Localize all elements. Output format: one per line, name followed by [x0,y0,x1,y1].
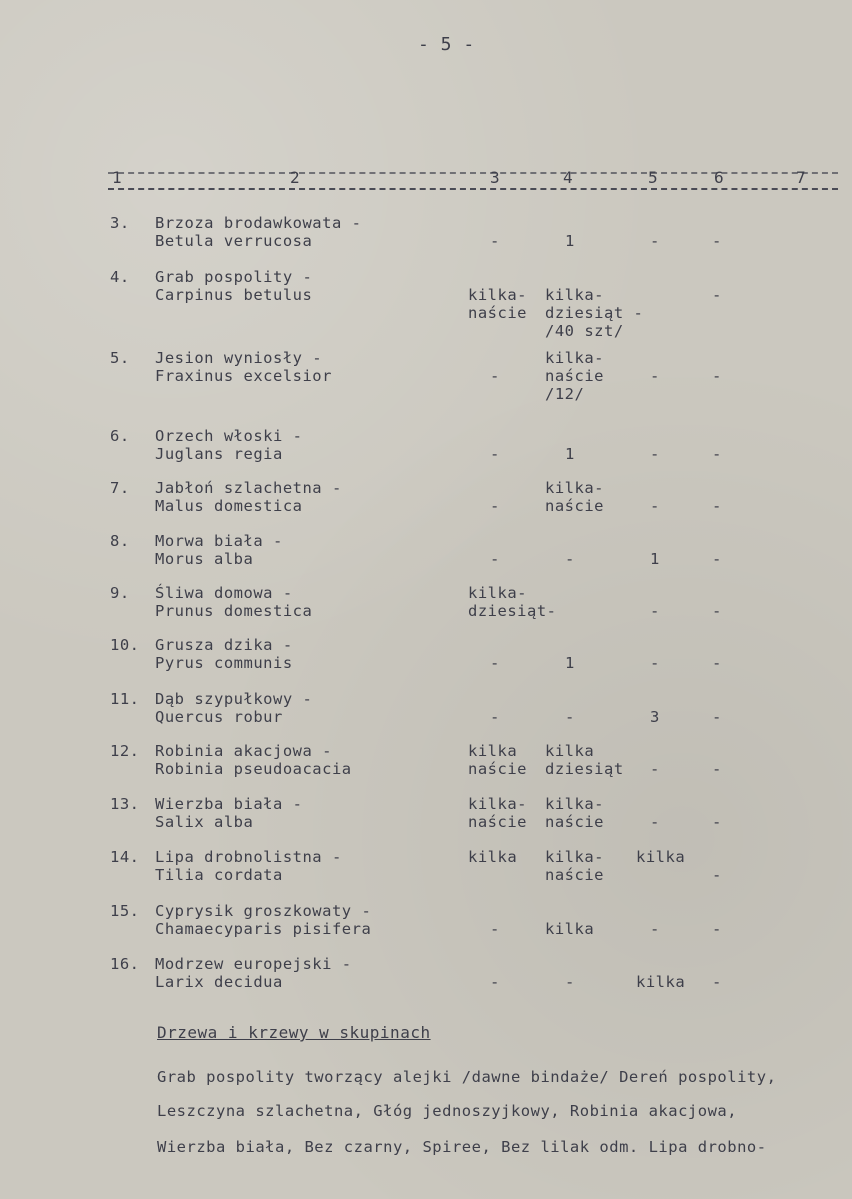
header-rule-top [108,172,838,174]
cell-value-c3: - [490,550,500,568]
species-polish-name: Lipa drobnolistna - [155,848,342,866]
species-polish-name: Jabłoń szlachetna - [155,479,342,497]
species-latin-name: Pyrus communis [155,654,293,672]
species-latin-name: Fraxinus excelsior [155,367,332,385]
cell-value-c3: naście [468,304,527,322]
paragraph-line: Leszczyna szlachetna, Głóg jednoszyjkowy, Robinia akacjowa, [157,1102,738,1120]
cell-value-c4: naście [545,497,604,515]
cell-value-c4: /12/ [545,385,585,403]
cell-value-c6: - [712,445,722,463]
cell-value-c5: - [650,813,660,831]
species-latin-name: Morus alba [155,550,254,568]
row-number: 12. [110,742,140,760]
paragraph-line: Wierzba biała, Bez czarny, Spiree, Bez lilak odm. Lipa drobno- [157,1138,767,1156]
cell-value-c6: - [712,813,722,831]
species-latin-name: Quercus robur [155,708,283,726]
header-col-6: 6 [714,168,724,187]
species-latin-name: Carpinus betulus [155,286,313,304]
row-number: 8. [110,532,130,550]
species-latin-name: Larix decidua [155,973,283,991]
cell-value-c4: kilka [545,920,595,938]
cell-value-c3: - [490,973,500,991]
cell-value-c6: - [712,866,722,884]
cell-value-c4: /40 szt/ [545,322,624,340]
cell-value-c3: naście [468,813,527,831]
cell-value-c5: - [650,367,660,385]
cell-value-c3: dziesiąt- [468,602,557,620]
species-latin-name: Betula verrucosa [155,232,313,250]
cell-value-c4: 1 [565,232,575,250]
species-polish-name: Cyprysik groszkowaty - [155,902,372,920]
header-col-2: 2 [290,168,300,187]
species-latin-name: Salix alba [155,813,254,831]
species-latin-name: Prunus domestica [155,602,313,620]
species-polish-name: Jesion wyniosły - [155,349,323,367]
row-number: 5. [110,349,130,367]
species-latin-name: Juglans regia [155,445,283,463]
species-polish-name: Wierzba biała - [155,795,303,813]
species-polish-name: Śliwa domowa - [155,584,293,602]
row-number: 15. [110,902,140,920]
cell-value-c6: - [712,708,722,726]
cell-value-c4: - [565,973,575,991]
cell-value-c6: - [712,602,722,620]
cell-value-c6: - [712,497,722,515]
cell-value-c6: - [712,760,722,778]
species-polish-name: Grusza dzika - [155,636,293,654]
cell-value-c4: kilka- [545,349,604,367]
cell-value-c4: kilka- [545,479,604,497]
cell-value-c4: dziesiąt - [545,304,644,322]
cell-value-c4: naście [545,367,604,385]
page-number: - 5 - [418,34,475,55]
cell-value-c5: kilka [636,973,686,991]
cell-value-c3: kilka [468,848,518,866]
cell-value-c3: kilka- [468,795,527,813]
cell-value-c3: kilka [468,742,518,760]
cell-value-c3: kilka- [468,286,527,304]
row-number: 16. [110,955,140,973]
cell-value-c4: kilka- [545,795,604,813]
species-latin-name: Chamaecyparis pisifera [155,920,372,938]
header-rule-bottom [108,188,838,190]
cell-value-c4: 1 [565,445,575,463]
species-polish-name: Grab pospolity - [155,268,313,286]
species-latin-name: Robinia pseudoacacia [155,760,352,778]
species-latin-name: Tilia cordata [155,866,283,884]
cell-value-c6: - [712,550,722,568]
cell-value-c3: - [490,367,500,385]
cell-value-c4: 1 [565,654,575,672]
species-polish-name: Dąb szypułkowy - [155,690,313,708]
species-polish-name: Robinia akacjowa - [155,742,332,760]
cell-value-c5: - [650,445,660,463]
row-number: 10. [110,636,140,654]
species-polish-name: Brzoza brodawkowata - [155,214,362,232]
cell-value-c5: - [650,760,660,778]
cell-value-c4: naście [545,866,604,884]
cell-value-c5: - [650,920,660,938]
cell-value-c4: naście [545,813,604,831]
cell-value-c3: naście [468,760,527,778]
row-number: 7. [110,479,130,497]
cell-value-c4: - [565,550,575,568]
cell-value-c4: dziesiąt [545,760,624,778]
section-title: Drzewa i krzewy w skupinach [157,1023,431,1042]
species-polish-name: Modrzew europejski - [155,955,352,973]
cell-value-c6: - [712,286,722,304]
cell-value-c5: - [650,232,660,250]
header-col-5: 5 [648,168,658,187]
species-latin-name: Malus domestica [155,497,303,515]
row-number: 14. [110,848,140,866]
cell-value-c3: kilka- [468,584,527,602]
header-col-7: 7 [796,168,806,187]
row-number: 13. [110,795,140,813]
header-col-3: 3 [490,168,500,187]
cell-value-c3: - [490,445,500,463]
cell-value-c3: - [490,654,500,672]
cell-value-c5: - [650,602,660,620]
cell-value-c6: - [712,973,722,991]
paragraph-line: Grab pospolity tworzący alejki /dawne bindaże/ Dereń pospolity, [157,1068,777,1086]
cell-value-c6: - [712,367,722,385]
cell-value-c5: - [650,497,660,515]
cell-value-c4: - [565,708,575,726]
row-number: 6. [110,427,130,445]
species-polish-name: Orzech włoski - [155,427,303,445]
row-number: 3. [110,214,130,232]
row-number: 11. [110,690,140,708]
cell-value-c3: - [490,708,500,726]
cell-value-c5: 1 [650,550,660,568]
row-number: 9. [110,584,130,602]
row-number: 4. [110,268,130,286]
cell-value-c3: - [490,497,500,515]
cell-value-c4: kilka [545,742,595,760]
cell-value-c6: - [712,654,722,672]
species-polish-name: Morwa biała - [155,532,283,550]
header-col-1: 1 [112,168,122,187]
cell-value-c4: kilka- [545,286,604,304]
cell-value-c3: - [490,232,500,250]
header-col-4: 4 [563,168,573,187]
cell-value-c5: - [650,654,660,672]
cell-value-c4: kilka- [545,848,604,866]
cell-value-c5: 3 [650,708,660,726]
cell-value-c6: - [712,232,722,250]
cell-value-c5: kilka [636,848,686,866]
cell-value-c3: - [490,920,500,938]
cell-value-c6: - [712,920,722,938]
